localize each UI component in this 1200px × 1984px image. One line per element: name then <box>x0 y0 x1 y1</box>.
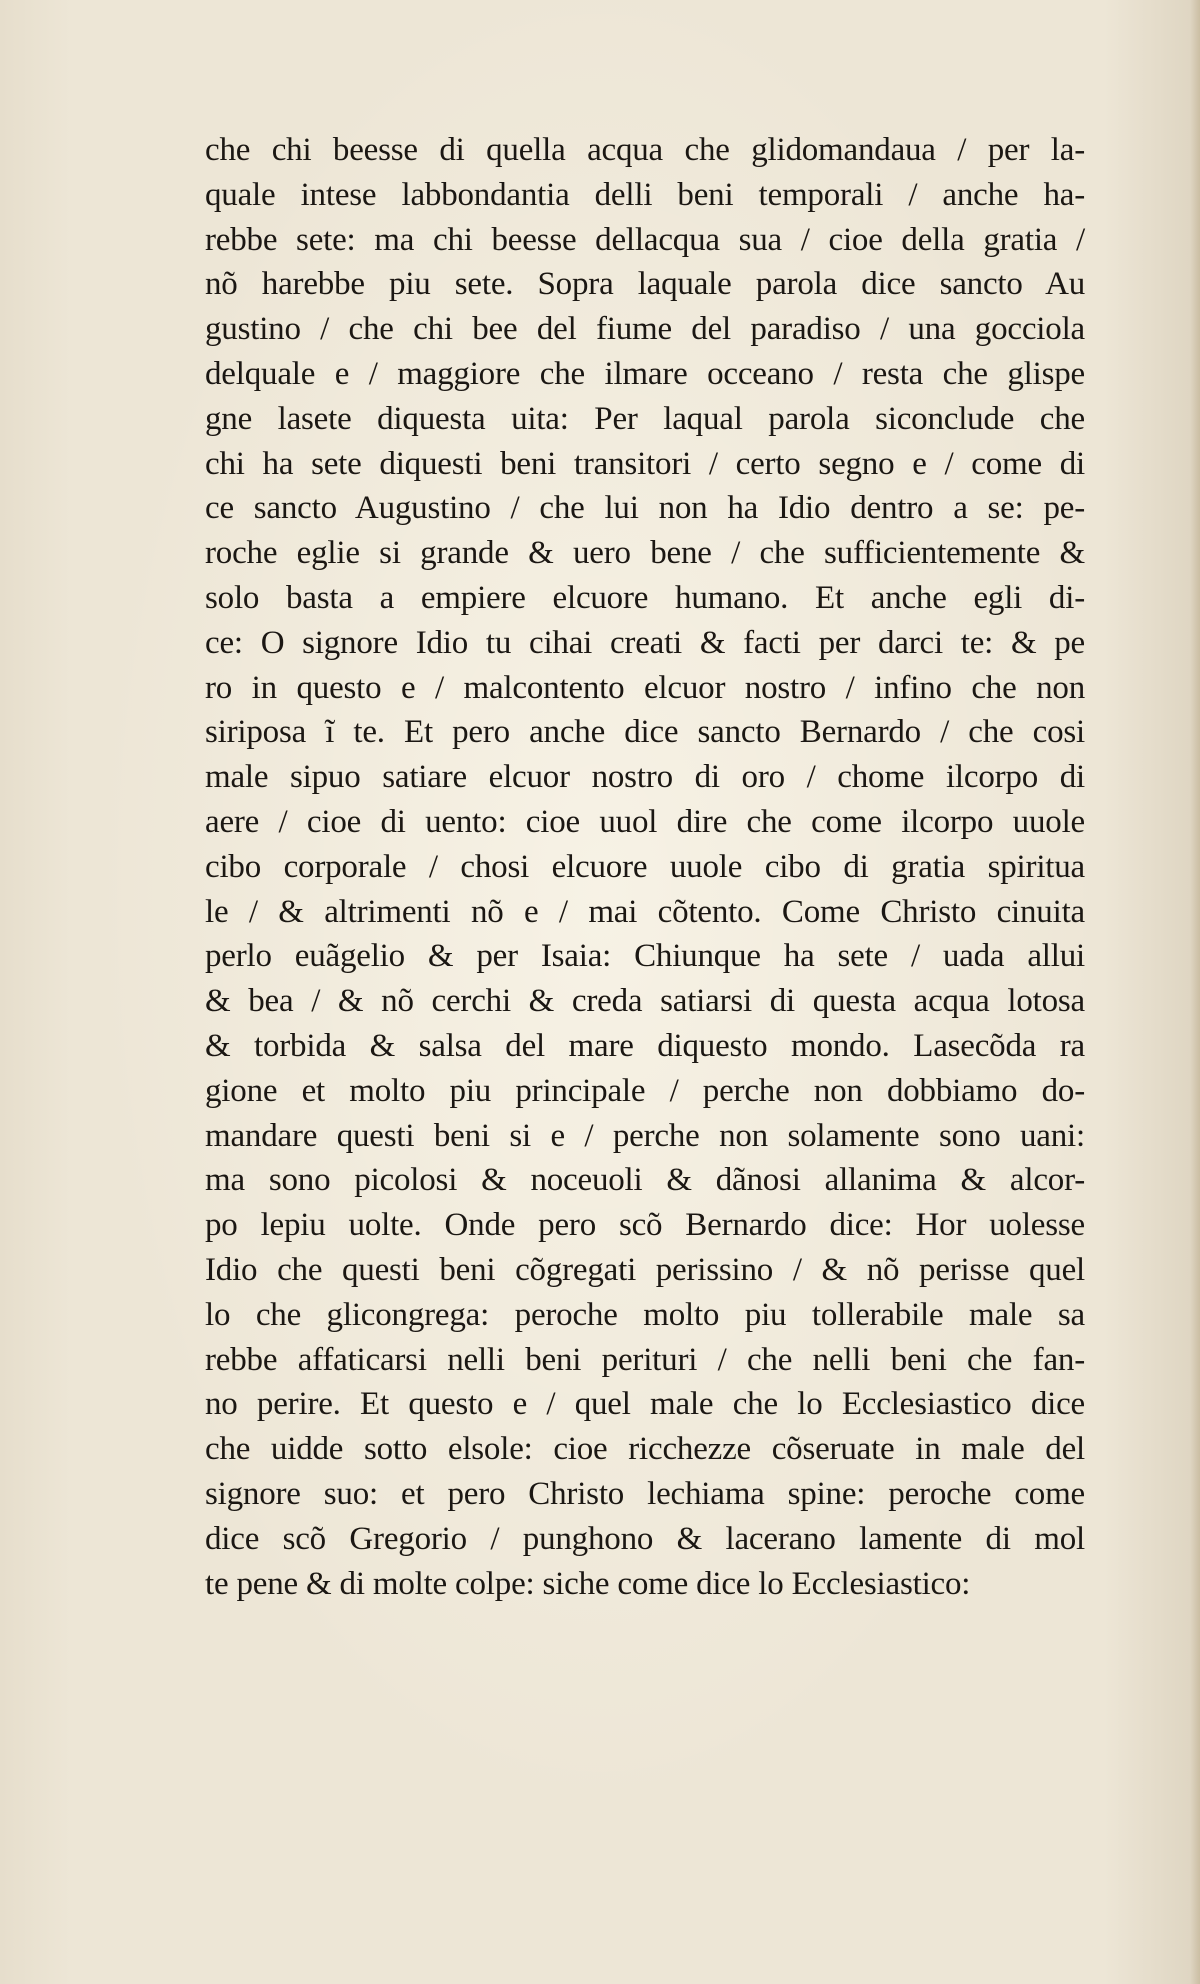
text-line: dice scõ Gregorio / punghono & lacerano lamente di mol <box>205 1520 1085 1557</box>
text-line: & bea / & nõ cerchi & creda satiarsi di questa acqua lotosa <box>205 983 1085 1020</box>
text-line: le / & altrimenti nõ e / mai cõtento. Come Christo cinuita <box>205 893 1085 930</box>
text-line: rebbe affaticarsi nelli beni perituri / che nelli beni che fan- <box>205 1341 1085 1378</box>
text-line: perlo euãgelio & per Isaia: Chiunque ha sete / uada allui <box>205 938 1085 975</box>
text-line: nõ harebbe piu sete. Sopra laquale parola dice sancto Au <box>205 266 1085 303</box>
text-line: ma sono picolosi & noceuoli & dãnosi allanima & alcor- <box>205 1162 1085 1199</box>
text-line: roche eglie si grande & uero bene / che sufficientemente & <box>205 535 1085 572</box>
text-line: & torbida & salsa del mare diquesto mondo. Lasecõda ra <box>205 1027 1085 1064</box>
text-line: te pene & di molte colpe: siche come dice lo Ecclesiastico: <box>205 1565 971 1602</box>
text-line: gustino / che chi bee del fiume del paradiso / una gocciola <box>205 311 1085 348</box>
text-line: po lepiu uolte. Onde pero scõ Bernardo dice: Hor uolesse <box>205 1207 1085 1244</box>
text-line: gne lasete diquesta uita: Per laqual parola siconclude che <box>205 400 1085 437</box>
text-line: mandare questi beni si e / perche non solamente sono uani: <box>205 1117 1085 1154</box>
text-line: che chi beesse di quella acqua che glidomandaua / per la- <box>205 132 1085 168</box>
text-line: gione et molto piu principale / perche non dobbiamo do- <box>205 1072 1085 1109</box>
text-line: signore suo: et pero Christo lechiama spine: peroche come <box>205 1475 1085 1512</box>
text-line: rebbe sete: ma chi beesse dellacqua sua / cioe della gratia / <box>205 221 1085 258</box>
text-line: delquale e / maggiore che ilmare occeano / resta che glispe <box>205 355 1085 392</box>
text-line: ce: O signore Idio tu cihai creati & facti per darci te: & pe <box>205 624 1085 661</box>
text-line: male sipuo satiare elcuor nostro di oro / chome ilcorpo di <box>205 759 1085 796</box>
text-line: Idio che questi beni cõgregati perissino / & nõ perisse quel <box>205 1251 1085 1288</box>
text-block <box>205 128 1085 1606</box>
text-line: solo basta a empiere elcuore humano. Et anche egli di- <box>205 579 1085 616</box>
text-line: cibo corporale / chosi elcuore uuole cibo di gratia spiritua <box>205 848 1085 885</box>
text-line: lo che glicongrega: peroche molto piu tollerabile male sa <box>205 1296 1085 1333</box>
text-line: aere / cioe di uento: cioe uuol dire che come ilcorpo uuole <box>205 803 1085 840</box>
text-line: che uidde sotto elsole: cioe ricchezze cõseruate in male del <box>205 1431 1085 1468</box>
page-edge-shadow <box>1190 0 1200 1984</box>
text-line: no perire. Et questo e / quel male che lo Ecclesiastico dice <box>205 1386 1085 1423</box>
text-line: chi ha sete diquesti beni transitori / certo segno e / come di <box>205 445 1085 482</box>
text-line: quale intese labbondantia delli beni temporali / anche ha- <box>205 176 1085 213</box>
text-line: ro in questo e / malcontento elcuor nostro / infino che non <box>205 669 1085 706</box>
text-line: ce sancto Augustino / che lui non ha Idio dentro a se: pe- <box>205 490 1085 527</box>
text-line: siriposa ĩ te. Et pero anche dice sancto Bernardo / che cosi <box>205 714 1085 751</box>
